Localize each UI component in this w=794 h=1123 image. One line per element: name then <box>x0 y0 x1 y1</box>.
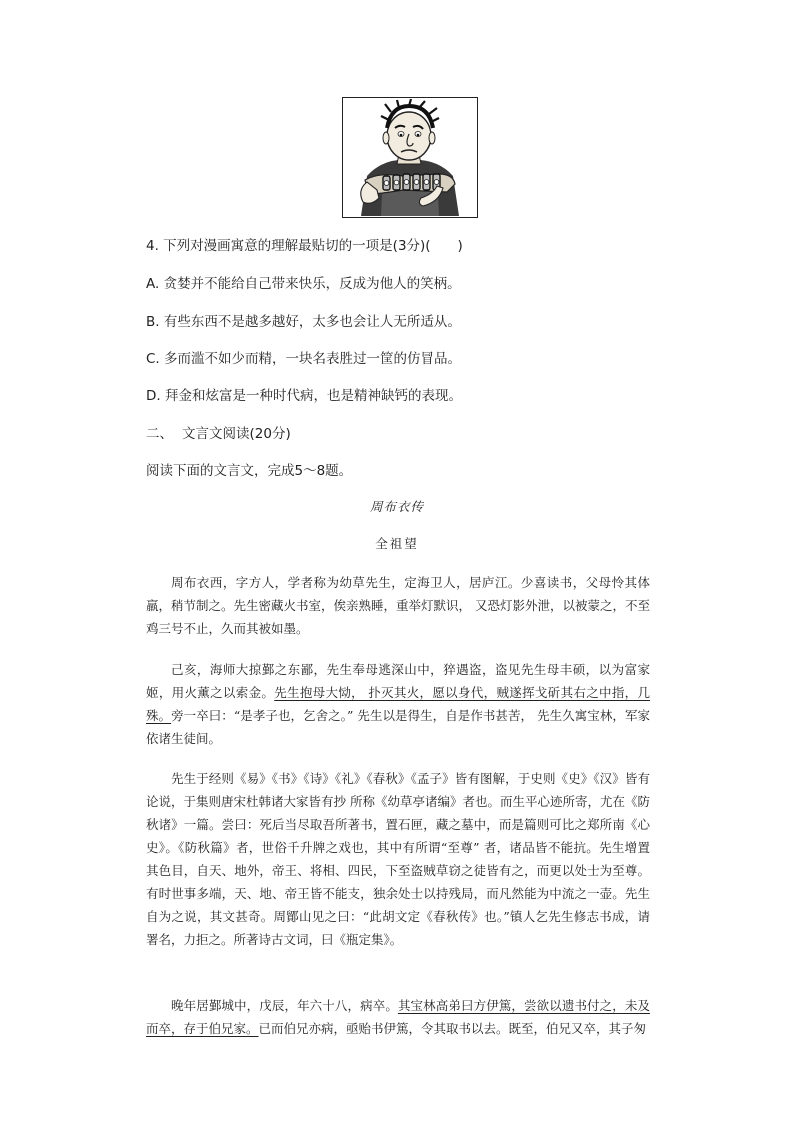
paragraph-2-text-a: 己亥，海师大掠鄞之东鄙，先生奉母逃深山中，猝遇盗，盗见先生母丰硕，以为富家姬，用火薰之以索金。 <box>146 662 650 700</box>
paragraph-4-text-c: 已而伯兄亦病，亟贻书伊篤，令其取书以去。既至，伯兄又卒，其子匆 <box>258 1021 647 1036</box>
paragraph-4-text-a: 晚年居鄞城中，戊辰，年六十八，病卒。 <box>171 998 398 1013</box>
cartoon-figure-drawing <box>343 98 476 216</box>
option-d[interactable]: D. 拜金和炫富是一种时代病，也是精神缺钙的表现。 <box>146 388 462 404</box>
article-paragraph-1: 周布衣西，字方人，学者称为幼草先生，定海卫人，居庐江。少喜读书，父母怜其体羸，稍节制之。先生密藏火书室，俟亲熟睡，重举灯默识， 又恐灯影外泄，以被蒙之，不至鸡三号不止，久而其被如墨。 <box>146 575 650 636</box>
option-a[interactable]: A. 贪婪并不能给自己带来快乐，反成为他人的笑柄。 <box>146 276 461 292</box>
article-title: 周布衣传 <box>369 499 424 514</box>
underlined-sentence-2: 其宝林高弟曰方伊篤，尝欲以遗书付之，未及而卒，存于伯兄家。 <box>146 998 650 1036</box>
paragraph-2-text-c: 旁一卒曰：“是孝子也，乞舍之。” 先生以是得生，自是作书甚苦， 先生久寓宝林，军家依诸生徒间。 <box>146 708 650 746</box>
question-stem: 4. 下列对漫画寓意的理解最贴切的一项是(3分)( ) <box>146 238 463 254</box>
option-c[interactable]: C. 多而滥不如少而精，一块名表胜过一筐的仿冒品。 <box>146 351 462 367</box>
underlined-sentence-1: 先生抱母大恸， 扑灭其火，愿以身代，贼遂挥戈斫其右之中指，几殊。 <box>146 685 650 723</box>
article-paragraph-4 <box>146 994 650 1040</box>
section-title: 文言文阅读(20分) <box>182 426 291 442</box>
section-heading <box>146 424 291 444</box>
cartoon-illustration <box>342 97 478 218</box>
section-instruction: 阅读下面的文言文，完成5～8题。 <box>146 463 353 479</box>
option-b[interactable]: B. 有些东西不是越多越好，太多也会让人无所适从。 <box>146 314 461 330</box>
article-author: 全祖望 <box>375 536 419 551</box>
article-paragraph-2 <box>146 658 650 750</box>
section-number: 二、 <box>146 426 173 442</box>
article-paragraph-3: 先生于经则《易》《书》《诗》《礼》《春秋》《孟子》皆有图解，于史则《史》《汉》皆有论说，于集则唐宋杜韩诸大家皆有抄 所称《幼草亭诸编》者也。而生平心迹所寄，尤在《防秋诸》一篇。尝曰：死后当尽取吾所著书，置石匣，藏之墓中，而是篇则可比之郑所南《心史》。《防秋篇》者，世俗千升牌之戏也，其中有所谓“至尊” 者，诸品皆不能抗。先生增置其色目，自天、地外，帝王、将相、四民，下至盗贼草窃之徒皆有之，而更以处士为至尊。有时世事多端，天、地、帝王皆不能支，独余处士以持残局，而凡然能为中流之一壶。先生自为之说，其文甚奇。周鄮山见之曰：“此胡文定《春秋传》也。”镇人乞先生修志书成，请署名，力拒之。所著诗古文词，曰《瓶定集》。 <box>146 771 650 947</box>
